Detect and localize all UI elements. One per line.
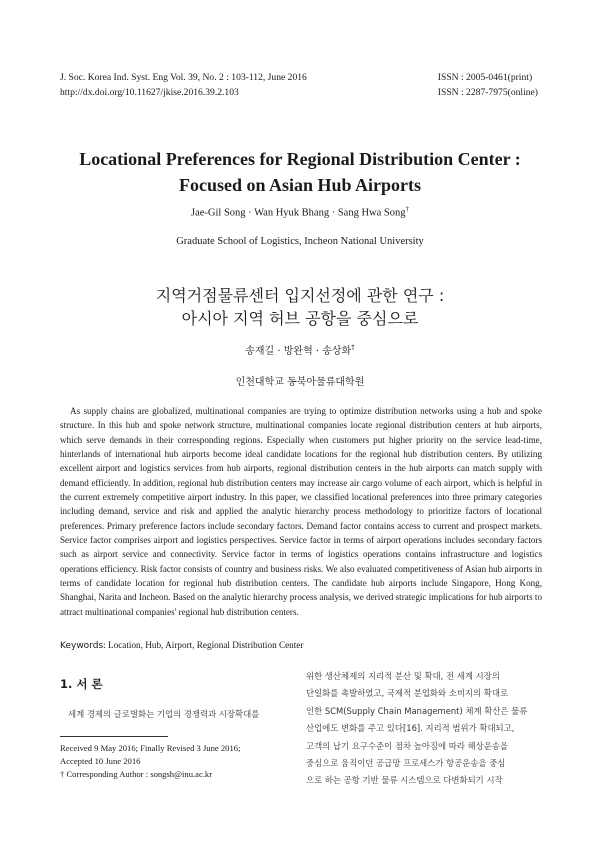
intro-right-column <box>306 668 542 790</box>
corresponding-mark: † <box>405 205 409 213</box>
korean-title-line1: 지역거점물류센터 입지선정에 관한 연구 : <box>155 286 445 305</box>
corresponding-author: † Corresponding Author : songsh@inu.ac.kr <box>60 769 213 779</box>
korean-affiliation: 인천대학교 동북아물류대학원 <box>235 377 365 388</box>
english-affiliation: Graduate School of Logistics, Incheon National University <box>176 236 424 247</box>
english-authors <box>0 205 600 219</box>
intro-right-line: 인한 SCM(Supply Chain Management) 체계 확산은 물류 <box>306 705 528 716</box>
section-title: 서 론 <box>76 677 103 691</box>
abstract <box>60 404 542 619</box>
abstract-text: As supply chains are globalized, multinational companies are trying to optimize distribution networks using a hub and spoke structure. In this hub and spoke network structure, multinational companies locate regional distribution centers at hub airports, which serve demands in their corresponding regions. Especially when customers put higher priority on the service lead-time, hinterlands of international hub airports become ideal candidate locations for the regional hub distribution centers. By utilizing excellent airport and logistics services from hub airports, regional distribution centers in the hub airports can match supply with demand efficiently. In addition, regional hub distribution centers may increase air cargo volume of each airport, which is helpful in the current extremely competitive airport industry. In this paper, we classified locational preferences into three primary categories including demand, service and risk and applied the analytic hierarchy process methodology to prioritize factors of locational preferences. Primary preference factors include secondary factors. Demand factor contains access to current and prospect markets. Service factor comprises airport and logistics perspectives. Service factor in terms of airport operations includes secondary factors such as airport service and connectivity. Service factor in terms of logistics operations contains infrastructure and logistics operations efficiency. Risk factor consists of country and business risks. We also evaluated competitiveness of Asian hub airports in terms of candidate location for regional hub distribution centers. The candidate hub airports include Singapore, Hong Kong, Shanghai, Narita and Incheon. Based on the analytic hierarchy process analysis, we derived strategic implications for hub airports to attract multinational companies' regional hub distribution centers. <box>60 406 542 617</box>
keywords <box>60 640 542 651</box>
intro-right-line: 단일화를 촉발하였고, 국제적 분업화와 소비지의 확대로 <box>306 688 509 699</box>
english-title <box>0 146 600 198</box>
issn-print: ISSN : 2005-0461(print) <box>437 72 533 83</box>
received-date: Received 9 May 2016; Finally Revised 3 June 2016; <box>60 743 241 753</box>
accepted-date: Accepted 10 June 2016 <box>60 756 141 766</box>
intro-right-line: 산업에도 변화를 주고 있다[16]. 지리적 범위가 확대되고, <box>306 723 515 734</box>
journal-header <box>60 70 307 100</box>
doi-link[interactable]: http://dx.doi.org/10.11627/jkise.2016.39.2.103 <box>60 87 239 98</box>
korean-author-names: 송재길 · 방완혁 · 송상화 <box>245 346 352 357</box>
keywords-label: Keywords <box>60 641 104 651</box>
journal-citation: J. Soc. Korea Ind. Syst. Eng Vol. 39, No. 2 : 103-112, June 2016 <box>60 72 307 83</box>
footnotes <box>60 742 300 781</box>
korean-title <box>0 284 600 330</box>
corresponding-mark-ko: † <box>351 343 355 352</box>
english-title-line2: Focused on Asian Hub Airports <box>178 175 422 195</box>
intro-right-line: 으로 하는 공항 기반 물류 시스템으로 다변화되기 시작 <box>306 775 503 786</box>
korean-authors <box>0 342 600 357</box>
section-number: 1. <box>60 677 73 691</box>
korean-title-line2: 아시아 지역 허브 공항을 중심으로 <box>181 309 419 328</box>
issn-online: ISSN : 2287-7975(online) <box>437 87 538 98</box>
section-heading <box>60 676 103 692</box>
issn-header <box>438 70 538 100</box>
footnote-rule <box>60 736 168 737</box>
english-author-names: Jae-Gil Song · Wan Hyuk Bhang · Sang Hwa Song <box>191 207 406 219</box>
keywords-text: : Location, Hub, Airport, Regional Distribution Center <box>103 640 304 650</box>
intro-right-line: 중심으로 움직이던 공급망 프로세스가 항공운송을 중심 <box>306 758 506 769</box>
intro-right-line: 위한 생산체제의 지리적 분산 및 확대, 전 세계 시장의 <box>306 671 500 681</box>
intro-left-column: 세계 경제의 글로벌화는 기업의 경쟁력과 시장확대를 <box>68 709 260 719</box>
intro-right-line: 고객의 납기 요구수준이 점차 높아짐에 따라 해상운송을 <box>306 740 509 751</box>
english-title-line1: Locational Preferences for Regional Distribution Center : <box>79 149 521 169</box>
